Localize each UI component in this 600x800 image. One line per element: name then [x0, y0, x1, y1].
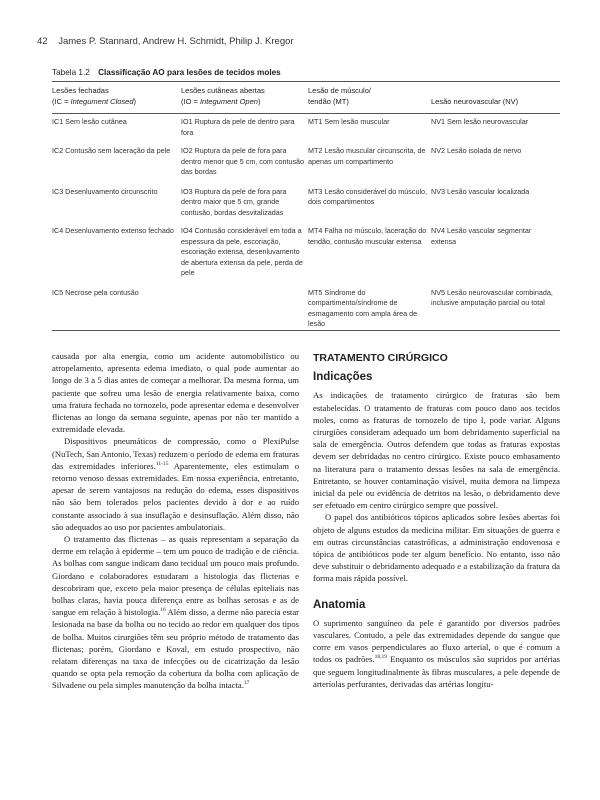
- table-cell: NV4 Lesão vascular segmentar extensa: [431, 226, 532, 246]
- table-cell: NV1 Sem lesão neurovascular: [431, 117, 529, 126]
- body-paragraph: O tratamento das flictenas – as quais representam a separação da derme em relação à epiderme – tem um pouco de tradição e de ciência. As bolhas com sangue indicam dano tecidual um pouco mais profundo. Giordano e colaboradores estudaram a histologia das flictenas e descobriram que, exceto pela maior presença de células epiteliais nas bolhas claras, havia pouca diferença entre as bolhas serosas e as de sangue em relação à histologia.$^{16}$ Além disso, a derme não parecia estar lesionada na base da bolha ou no tecido ao redor em qualquer dos tipos de bolha. Muitos cirurgiões têm seu próprio método de tratamento das flictenas; porém, Giordano e Koval, em estudo prospectivo, não relatam diferenças na taxa de infecções ou de cicatrização da lesão quando se opta pela remoção da cobertura da bolha com aplicação de Silvadene ou pela simples manutenção da bolha intacta.$^{17}$: [52, 534, 299, 691]
- header-authors: James P. Stannard, Andrew H. Schmidt, Philip J. Kregor: [58, 36, 294, 47]
- table-row: [52, 146, 560, 187]
- table-row: [52, 187, 560, 227]
- body-paragraph: As indicações de tratamento cirúrgico de fraturas são bem estabelecidas. O tratamento de fraturas com pouco dano aos tecidos moles, como as fraturas de tornozelo de tipo I, pode variar. Alguns cirurgiões consideram adequado um bom debridamento superficial na sala de emergência. Outros defendem que todas as fraturas expostas devem ser debridadas no centro cirúrgico. Existe pouco embasamento na literatura para o tratamento dessas lesões na sala de emergência. Entretanto, se houver contaminação visível, muita demora na limpeza inicial da pele ou evidência de detritos na lesão, o debridamento deve ser efetuado em centro cirúrgico sempre que possível.: [313, 390, 560, 511]
- table-cell: IO1 Ruptura da pele de dentro para fora: [181, 117, 295, 137]
- body-paragraph: O papel dos antibióticos tópicos aplicados sobre lesões abertas foi objeto de alguns estudos da medicina militar. Em situações de guerra e em outras circunstâncias catastróficas, a administração endovenosa e tópica de antibióticos pode ter algum benefício. No entanto, isso não deve substituir o debridamento adequado e a estabilização da fratura da forma mais rápida possível.: [313, 512, 560, 584]
- citation-ref: 17: [243, 680, 250, 687]
- column-header-open: Lesões cutâneas abertas (IO = Integument Open): [181, 86, 265, 106]
- table-cell: MT3 Lesão considerável do músculo, dois compartimentos: [308, 186, 428, 206]
- citation-ref: 11-15: [155, 460, 169, 467]
- table-cell: IO4 Contusão considerável em toda a espessura da pele, escoriação, escoriação extensa, desenluvamento de abertura extensa da pele, perda de pele: [181, 226, 303, 277]
- table-cell: MT4 Falha no músculo, laceração do tendão, contusão muscular extensa: [308, 226, 427, 246]
- table-row: [52, 288, 560, 332]
- page-number: 42: [37, 36, 48, 47]
- table-number: Tabela 1.2: [52, 68, 90, 77]
- table-cell: NV3 Lesão vascular localizada: [431, 186, 530, 196]
- table-top-rule: [52, 81, 560, 82]
- running-header: [37, 36, 294, 47]
- column-header-closed: Lesões fechadas (IC = Integument Closed): [52, 86, 137, 106]
- table-cell: IC4 Desenluvamento extenso fechado: [52, 226, 174, 235]
- section-heading: TRATAMENTO CIRÚRGICO: [313, 352, 448, 364]
- subsection-heading-indicacoes: Indicações: [313, 371, 373, 384]
- table-title: Classificação AO para lesões de tecidos moles: [98, 68, 281, 77]
- column-header-muscle-tendon: Lesão de músculo/ tendão (MT): [308, 86, 371, 106]
- body-paragraph: causada por alta energia, como um acidente automobilístico ou atropelamento, apresenta edema imediato, o qual pode aumentar ao longo de 3 a 5 dias antes de começar a melhorar. Da mesma forma, um paciente que sofreu uma lesão de energia relativamente baixa, como uma fratura fechada no tornozelo, pode apresentar edema e desenvolver flictenas ao longo da semana seguinte, apenas por não ter mantido a extremidade elevada.: [52, 351, 299, 435]
- citation-ref: 18,19: [374, 654, 387, 661]
- table-caption: [52, 68, 281, 77]
- table-cell: IC3 Desenluvamento circunscrito: [52, 186, 158, 196]
- column-header-neurovascular: Lesão neurovascular (NV): [431, 96, 519, 106]
- body-paragraph: O suprimento sanguíneo da pele é garantido por diversos padrões vasculares. Contudo, a pele das extremidades depende do sangue que corre em vasos perpendiculares ao fluxo arterial, o que é comum a todos os padrões.$^{18,19}$ Enquanto os músculos são supridos por artérias que seguem longitudinalmente às fibras musculares, a pele depende de arteríolas perfurantes, derivadas das artérias longitu-: [313, 617, 560, 689]
- table-cell: MT2 Lesão muscular circunscrita, de apenas um compartimento: [308, 146, 426, 166]
- table-cell: IO2 Ruptura da pele de fora para dentro menor que 5 cm, com contusão das bordas: [181, 146, 305, 176]
- citation-ref: 16: [160, 607, 166, 614]
- table-cell: NV5 Lesão neurovascular combinada, inclusive amputação parcial ou total: [431, 287, 553, 307]
- table-row: [52, 226, 560, 288]
- table-cell: MT5 Síndrome do compartimento/síndrome de esmagamento com ampla área de lesão: [308, 287, 418, 328]
- right-text-column: [313, 350, 560, 690]
- table-cell: IC1 Sem lesão cutânea: [52, 117, 127, 126]
- table-cell: IC2 Contusão sem laceração da pele: [52, 146, 171, 155]
- body-paragraph: Dispositivos pneumáticos de compressão, como o PlexiPulse (NuTech, San Antonio, Texas) reduzem o período de edema em fraturas das extremidades inferiores.$^{11-15}$ Aparentemente, eles estimulam o retorno venoso dessas extremidades. Em nossa experiência, entretanto, apesar de serem vantajosos na redução do edema, esses dispositivos não são bem tolerados pelos pacientes devido à dor e ao ruído constante associado à sua insuflação e desinsuflação. Além disso, não são adequados ao uso por pacientes ambulatoriais.: [52, 436, 299, 532]
- table-header-row: [52, 86, 560, 110]
- table-cell: MT1 Sem lesão muscular: [308, 117, 390, 126]
- table-cell: [181, 288, 308, 332]
- table-cell: IO3 Ruptura da pele de fora para dentro maior que 5 cm, grande contusão, bordas desvitalizadas: [181, 186, 287, 217]
- left-text-column: [52, 350, 299, 692]
- table-row: [52, 110, 560, 146]
- table-cell: NV2 Lesão isolada de nervo: [431, 146, 522, 155]
- subsection-heading-anatomia: Anatomia: [313, 598, 366, 611]
- table-cell: IC5 Necrose pela contusão: [52, 287, 139, 297]
- ao-classification-table: [52, 86, 560, 332]
